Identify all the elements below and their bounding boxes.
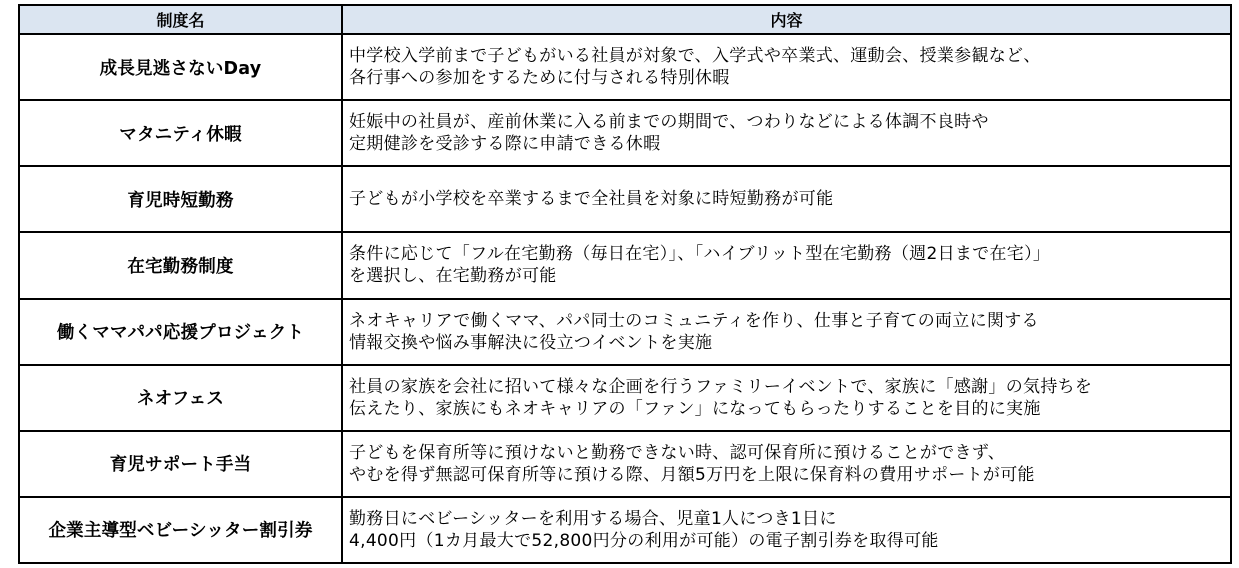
table-row: [19, 34, 1231, 100]
system-name-cell: 在宅勤務制度: [19, 232, 342, 298]
table-row: [19, 100, 1231, 166]
content-line: 4,400円（1カ月最大で52,800円分の利用が可能）の電子割引券を取得可能: [349, 530, 939, 551]
content-cell: [342, 166, 1231, 232]
content-line: ネオキャリアで働くママ、パパ同士のコミュニティを作り、仕事と子育ての両立に関する: [349, 310, 1039, 331]
header-content: 内容: [342, 5, 1231, 34]
content-line: やむを得ず無認可保育所等に預ける際、月額5万円を上限に保育料の費用サポートが可能: [349, 464, 1035, 485]
content-line: 伝えたり、家族にもネオキャリアの「ファン」になってもらったりすることを目的に実施: [349, 398, 1041, 419]
content-line: 勤務日にベビーシッターを利用する場合、児童1人につき1日に: [349, 508, 837, 529]
content-cell: [342, 34, 1231, 100]
system-name-cell: 働くママパパ応援プロジェクト: [19, 299, 342, 365]
table-row: [19, 365, 1231, 431]
header-system-name: 制度名: [19, 5, 342, 34]
content-line: を選択し、在宅勤務が可能: [349, 266, 557, 287]
content-cell: [342, 497, 1231, 563]
content-cell: [342, 100, 1231, 166]
table-row: [19, 431, 1231, 497]
table-header-row: [19, 5, 1231, 34]
content-line: 子どもを保育所等に預けないと勤務できない時、認可保育所に預けることができず、: [349, 442, 1006, 463]
content-line: 妊娠中の社員が、産前休業に入る前までの期間で、つわりなどによる体調不良時や: [349, 112, 989, 133]
system-name-cell: 育児時短勤務: [19, 166, 342, 232]
content-cell: [342, 431, 1231, 497]
content-line: 条件に応じて「フル在宅勤務（毎日在宅）」、「ハイブリット型在宅勤務（週2日まで在宅）」: [349, 244, 1051, 265]
table-row: [19, 299, 1231, 365]
content-line: 中学校入学前まで子どもがいる社員が対象で、入学式や卒業式、運動会、授業参観など、: [349, 46, 1041, 67]
benefits-table: [18, 4, 1232, 564]
content-cell: [342, 365, 1231, 431]
table-row: [19, 232, 1231, 298]
content-cell: [342, 232, 1231, 298]
content-line: 子どもが小学校を卒業するまで全社員を対象に時短勤務が可能: [349, 189, 834, 210]
content-cell: [342, 299, 1231, 365]
content-line: 定期健診を受診する際に申請できる休暇: [349, 134, 661, 155]
system-name-cell: 育児サポート手当: [19, 431, 342, 497]
system-name-cell: 企業主導型ベビーシッター割引券: [19, 497, 342, 563]
system-name-cell: 成長見逃さないDay: [19, 34, 342, 100]
system-name-cell: マタニティ休暇: [19, 100, 342, 166]
content-line: 各行事への参加をするために付与される特別休暇: [349, 68, 730, 89]
table-row: [19, 166, 1231, 232]
content-line: 情報交換や悩み事解決に役立つイベントを実施: [349, 332, 713, 353]
system-name-cell: ネオフェス: [19, 365, 342, 431]
content-line: 社員の家族を会社に招いて様々な企画を行うファミリーイベントで、家族に「感謝」の気持ちを: [349, 376, 1093, 397]
table-row: [19, 497, 1231, 563]
